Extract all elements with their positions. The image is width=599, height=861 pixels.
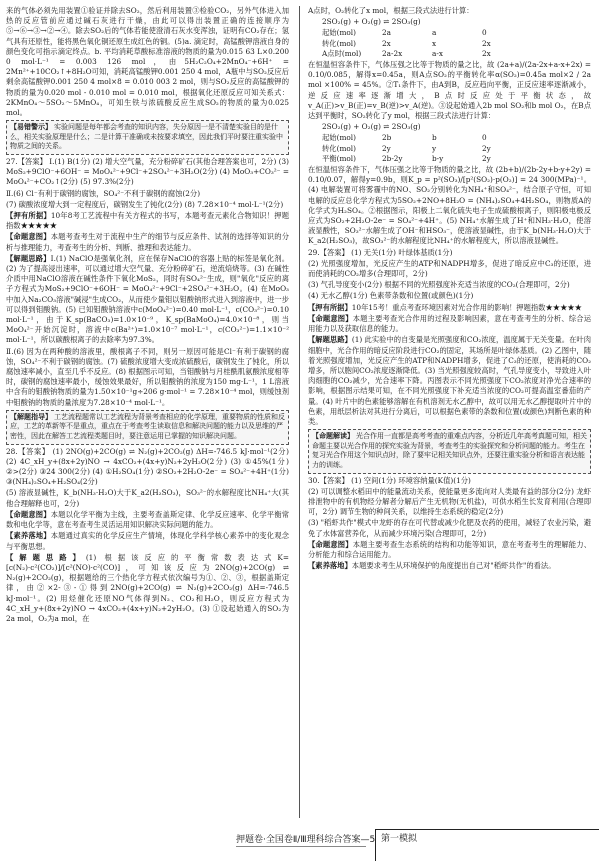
tip2-label: 【解题指导】 xyxy=(10,412,52,421)
recommend-label: 【押有所据】 xyxy=(6,211,51,221)
table2-cell: 2y xyxy=(382,143,391,153)
q30-core-label: 【素养落地】 xyxy=(308,561,352,571)
q28-answer-2: (5) 溶液显碱性，K_b(NH₃·H₂O)大于K_a2(H₂SO₃)，SO₃²⁻的水解程度比NH₄⁺大(其他合理解释也可，2分) xyxy=(6,488,289,508)
q29-item-3: (4) 无水乙醇(1分) 色素带条数和位置(或颜色)(1分) xyxy=(308,291,474,301)
analysis-text: Ⅰ.(1) NaClO是强氧化剂，应在保存NaClO的容器上贴的标签是氧化剂。(2) 为了提高浸出速率，可以通过增大空气量、充分粉碎矿石，逆流焙烧等。(3) 在碱性介质中用NaClO溶液在碱性条件下氧化MoS₂，同时有SO₄²⁻生成，则"氧化"反应的离子方程式为MoS₂+9ClO⁻+6OH⁻ = MoO₄²⁻+9Cl⁻+2SO₄²⁻+3H₂O。(4) 在MoO₃中加入Na₂CO₃溶液"碱浸"生成CO₂，从而使少量钼以钼酸钠形式进入到溶液中，进一步可以得到钼酸钠。(5) 已知钼酸钠溶液中c(MoO₄²⁻)=0.40 mol·L⁻¹，c(CO₃²⁻)=0.10 mol·L⁻¹，由于K_sp(BaCO₃)=1.0×10⁻⁹，K_sp(BaMoO₄)=4.0×10⁻⁸，则当MoO₄²⁻开始沉淀时，溶液中c(Ba²⁺)=1.0×10⁻⁷ mol·L⁻¹，c(CO₃²⁻)=1.1×10⁻² mol·L⁻¹，所以碳酸根离子的去除率为97.3%。 xyxy=(6,253,289,345)
q29-analysis-text: (1) 此实验中的自变量是光照强度和CO₂浓度，温度属于无关变量。在叶肉细胞中，光合作用的暗反应阶段进行CO₂的固定，其场所是叶绿体基质。(2) 乙图中，随着光照强度增加，光反应产生的ATP和NADPH增多，促进了C₃的还原，使消耗的CO₂增多，所以胞间CO₂浓度逐渐降低。(3) 当光照强度较高时，气孔导度变小，导致进入叶肉细胞的CO₂减少，光合速率下降。丙图表示不同光照强度下CO₂浓度对净光合速率的影响，根据图示结果可知，在不同光照强度下补充适当浓度的CO₂可提高温室番茄的产量。(4) 叶片中的色素能够溶解在有机溶剂无水乙醇中，故可以用无水乙醇提取叶片中的色素，用纸层析法对其进行分离后，可以根据色素带的条数和位置(或颜色)判断色素的种类。 xyxy=(308,335,591,426)
table1-cell: 起始(mol) xyxy=(322,28,356,38)
q26-continued-text: 来的气体必须先用装置①验证并除去SO₂，然后利用装置③检验CO₂，另外气体进入加热的反应管前应通过碱石灰进行干燥，由此可以得出装置正确的连接顺序为⑤→⑥→③→②→④。除去SO₂后的气体若能使澄清石灰水变浑浊，证明有CO₂存在；氢气具有还原性，能将黑色氧化铜还原生成红色的铜。(5)a. 滴定时，高锰酸钾溶液自身的颜色变化可指示滴定终点。b. 平均消耗草酸标准溶液的物质的量为0.015 63 L×0.200 0 mol·L⁻¹ = 0.003 126 mol，由5H₂C₂O₄+2MnO₄⁻+6H⁺ = 2Mn²⁺+10CO₂↑+8H₂O可知，消耗高锰酸钾0.001 250 4 mol，A瓶中与SO₂反应后剩余高锰酸钾0.001 250 4 mol×8 = 0.010 003 2 mol，则与SO₂反应的高锰酸钾的物质的量为0.020 mol - 0.010 mol = 0.010 mol，根据氧化还原反应可知关系式：2KMnO₄～5SO₂～5MnO₄，可知生铁与浓硫酸反应生成SO₂的物质的量为0.025 mol。 xyxy=(6,6,289,118)
tip2-text: 工艺流程题常以工艺流程为背景考查相应的化学原理，重要物质的性质和反应，工艺的革新等不是重点，重点在于考查考生读取信息和解决问题的能力以及思维的严密性，因此在解答工艺流程类题目时，要注意运用已掌握的知识解决问题。 xyxy=(10,412,285,441)
q28-intent-text: 本题以化学平衡为主线，主要考查盖斯定律、化学反应速率、化学平衡常数和电化学等，意在考查考生灵活运用知识解决实际问题的能力。 xyxy=(6,509,289,530)
q27-answer-2: Ⅱ.(6) Cl⁻有利于碳钢的腐蚀，SO₄²⁻不利于碳钢的腐蚀(2分) xyxy=(6,188,201,198)
q29-analysis xyxy=(308,335,591,427)
table1-cell: 2x xyxy=(482,38,491,48)
q28-answer: 28.【答案】 (1) 2NO(g)+2CO(g) ⇌ N₂(g)+2CO₂(g) ΔH=-746.5 kJ·mol⁻¹(2分) (2) 4C_xH_y+(8x+2y)NO → 4xCO₂+(4x+y)N₂+2yH₂O(2分) (3) ①45%(1分) ②>(2分) ③24 300(2分) (4) ①H₂SO₄(1分) ②SO₂+2H₂O-2e⁻ = SO₄²⁻+4H⁺(1分) ③(NH₄)₂SO₄+H₂SO₄(2分) xyxy=(6,446,289,487)
q29-recommend-text: 10年15考！重点考查环境因素对光合作用的影响！押题指数★★★★★ xyxy=(351,302,582,312)
left-column xyxy=(6,6,289,818)
q29-intent-text: 本题主要考查光合作用的过程及影响因素，意在考查考生的分析、综合运用能力以及获取信息的能力。 xyxy=(308,313,591,334)
recommend-text: 10年8考工艺流程中有关方程式的书写，本题考查元素化合物知识！押题指数★★★★★ xyxy=(6,211,289,231)
table2-cell: 2y xyxy=(482,143,491,153)
q30-item-2: (3) "稻虾共作"模式中龙虾的存在可代替或减少化肥及农药的使用，减轻了农业污染，避免了水体富营养化，从而减少环境污染(合理即可，2分) xyxy=(308,518,591,538)
intent-label: 【命题意图】 xyxy=(6,232,51,242)
table2-cell: 2b xyxy=(382,133,392,143)
table2-cell: 转化(mol) xyxy=(322,143,356,153)
q28-core-text: 本题通过真实的化学反应生产情境，体现化学科学核心素养中的变化观念与平衡思想。 xyxy=(6,531,289,551)
q29-core-label: 【命题解读】 xyxy=(312,432,354,441)
right-column xyxy=(308,6,591,818)
q29-analysis-label: 【解题思路】 xyxy=(308,335,352,345)
table1-cell: 2a-2x xyxy=(382,48,403,58)
table1-cell: 2a xyxy=(382,28,391,38)
table1-cell: A点时(mol) xyxy=(322,48,362,58)
q30-core xyxy=(308,561,591,571)
tip-text: 实验问题是每年都会考查的知识内容，失分原因一是不清楚实验目的是什么，相关实验原理是什么；二是计算干准确或未按要求填空，因此我们平时要注重实验中物质之间的关系。 xyxy=(10,123,283,151)
table2-cell: y xyxy=(432,143,437,153)
q27-answer-3: (7) 碳酸浓度增大到一定程度后，碳钢发生了钝化(2分) (8) 7.28×10⁻⁴ mol·L⁻¹(2分) xyxy=(6,199,284,209)
table1-cell: 2x xyxy=(382,38,391,48)
q29-recommend-label: 【押有所据】 xyxy=(308,302,352,312)
q28-analysis xyxy=(6,553,289,624)
table2-cell: 起始(mol) xyxy=(322,133,356,143)
q29-answer: 29.【答案】 (1) 无关(1分) 叶绿体基质(1分) xyxy=(308,247,453,257)
analysis-label: 【解题思路】 xyxy=(6,253,51,263)
table2-cell: 2b-2y xyxy=(382,153,403,163)
ice-table-1 xyxy=(322,28,591,59)
footer-rule xyxy=(236,846,366,847)
q29-item-1: (2) 光照强度增加，光反应产生的ATP和NADPH增多，促进了暗反应中C₃的还原，进而使消耗的CO₂增多(合理即可，2分) xyxy=(308,258,591,279)
footer-page-label: 第一模拟 xyxy=(375,829,599,861)
q28-core xyxy=(6,531,289,551)
equation-2: 2SO₂(g) + O₂(g) ⇌ 2SO₃(g) xyxy=(322,122,421,132)
tip-label: 【易错警示】 xyxy=(10,123,52,132)
table1-cell: a-x xyxy=(432,48,443,58)
table1-cell: x xyxy=(432,38,437,48)
q28-continued-intro: A点时，O₂转化了x mol，根据三段式法进行计算： xyxy=(308,6,474,15)
tip2-box xyxy=(6,410,289,445)
q29-intent-label: 【命题意图】 xyxy=(308,313,353,323)
q29-item-2: (3) 气孔导度变小(2分) 根据不同的光照强度补充适当浓度的CO₂(合理即可，2分) xyxy=(308,280,570,290)
q27-analysis xyxy=(6,254,289,346)
table2-cell: 2y xyxy=(482,153,491,163)
q27-intent xyxy=(6,232,289,252)
q30-core-text: 本题要求考生从环境保护的角度提出自己对"稻虾共作"的看法。 xyxy=(351,561,556,571)
q30-intent-text: 本题主要考查生态系统的结构和功能等知识，意在考查考生的理解能力、分析能力和综合运用能力。 xyxy=(308,539,591,559)
q30-item-1: (2) 可以调整水稻田中的能量流动关系，使能量更多流向对人类最有益的部分(2分) 龙虾排泄物中的有机物经分解者分解后产生无机物(无机盐)，可供水稻生长发育利用(合理即可，2分) 调节生物的种间关系，以维持生态系统的稳定(2分) xyxy=(308,486,591,517)
table1-cell: a xyxy=(432,28,437,38)
q29-recommend xyxy=(308,303,591,313)
column-divider xyxy=(299,6,300,818)
q28-analysis-label: 【解题思路】 xyxy=(6,552,86,562)
table2-cell: b-y xyxy=(432,153,444,163)
q27-analysis-2: Ⅱ.(6) 因为在两种酸的溶液里，酸根离子不同，则另一原因可能是Cl⁻有利于碳钢的腐蚀，SO₄²⁻不利于碳钢的腐蚀。(7) 硫酸浓度增大变成浓硫酸后，碳钢发生了钝化，所以腐蚀速率减小，直至几乎不反应。(8) 根据图示可知，当钼酸钠与月桂酰肌氨酸浓度相等时，碳钢的腐蚀速率最小，缓蚀效果最好，所以钼酸钠的浓度为150 mg·L⁻¹，1 L溶液中含有的钼酸钠物质的量为1.50×10⁻¹g÷206 g·mol⁻¹ = 7.28×10⁻⁴ mol，则缓蚀剂中钼酸钠的物质的量浓度为7.28×10⁻⁴ mol·L⁻¹。 xyxy=(6,346,289,407)
tip-box xyxy=(6,120,289,155)
calc-1: 在恒温恒容条件下，气体压强之比等于物质的量之比，故 (2a+a)/(2a-2x+a-x+2x) = 0.10/0.085，解得x=0.45a，则A点SO₂的平衡转化率α(SO₂)=0.45a mol×2 / 2a mol ×100% = 45%。②T₁条件下，由A到B，反应趋向平衡，正反应速率逐渐减小，逆反应速率逐渐增大，B点时反应处于平衡状态，故v_A(正)>v_B(正)=v_B(逆)>v_A(逆)。③设起始通入2b mol SO₂和b mol O₂，在B点达到平衡时，SO₂转化了y mol，根据三段式法进行计算： xyxy=(308,60,591,121)
table1-cell: 2x xyxy=(482,48,491,58)
q29-intent xyxy=(308,314,591,334)
table2-cell: 平衡(mol) xyxy=(322,153,356,163)
q30-intent xyxy=(308,540,591,560)
table2-cell: b xyxy=(432,133,437,143)
q28-core-label: 【素养落地】 xyxy=(6,531,51,541)
calc-2: 在恒温恒容条件下，气体压强之比等于物质的量之比，故 (2b+b)/(2b-2y+b-y+2y) = 0.10/0.07，解得y=0.9b，则K_p = p²(SO₃)/[p²(SO₂)·p(O₂)] = 24 300(MPa)⁻¹。(4) 电解装置可将雾霾中的NO、SO₂分别转化为NH₄⁺和SO₄²⁻，结合原子守恒，可知电解的反应总化学方程式为5SO₂+2NO+8H₂O = (NH₄)₂SO₄+4H₂SO₄，则物质A的化学式为H₂SO₄。②根据图示，阳极上二氧化硫失电子生成硫酸根离子，则阳极电极反应式为SO₂+2H₂O-2e⁻ = SO₄²⁻+4H⁺。(5) NH₄⁺水解生成了H⁺和NH₃·H₂O，使溶液显酸性，SO₃²⁻水解生成了OH⁻和HSO₃⁻，使溶液显碱性，由于K_b(NH₃·H₂O)大于K_a2(H₂SO₃)，故SO₃²⁻的水解程度比NH₄⁺的水解程度大，所以溶液显碱性。 xyxy=(308,165,591,246)
table1-cell: 转化(mol) xyxy=(322,38,356,48)
equation-1: 2SO₂(g) + O₂(g) ⇌ 2SO₃(g) xyxy=(322,17,421,27)
q27-answer-1: 27.【答案】 Ⅰ.(1) B(1分) (2) 增大空气量，充分粉碎矿石(其他合理答案也可，2分) (3) MoS₂+9ClO⁻+6OH⁻ = MoO₄²⁻+9Cl⁻+2SO₄²⁻+3H₂O(2分) (4) MoO₃+CO₃²⁻ = MoO₄²⁻+CO₂↑(2分) (5) 97.3%(2分) xyxy=(6,157,289,187)
footer-title: 押题卷·全国卷Ⅱ/Ⅲ理科综合答案—5 xyxy=(236,835,376,845)
q29-core-text: 光合作用一直都是高考考查的重难点内容，分析近几年高考真题可知，相关命题主要以光合作用的探究实验为背景，考查考生的实验探究和分析问题的能力。考生在复习光合作用这个知识点时，除了要牢记相关知识点外，还要注重实验分析和语言表达能力的训练。 xyxy=(312,432,587,469)
q29-core-box xyxy=(308,429,591,473)
table1-cell: 0 xyxy=(482,28,487,38)
q30-intent-label: 【命题意图】 xyxy=(308,539,353,549)
q28-intent xyxy=(6,510,289,530)
table2-cell: 0 xyxy=(482,133,487,143)
intent-text: 本题考查考生对于流程中生产的细节与反应条件、试剂的选择等知识的分析与推理能力，考查考生的分析、判断、推理和表达能力。 xyxy=(6,232,289,252)
ice-table-2 xyxy=(322,133,591,164)
q28-analysis-text: (1) 根据该反应的平衡常数表达式K=[c(N₂)·c²(CO₂)]/[c²(NO)·c²(CO)]，可知该反应为2NO(g)+2CO(g) ⇌ N₂(g)+2CO₂(g)，根据题给的三个热化学方程式依次编号为①、②、③，根据盖斯定律，由②×2-③-①得到2NO(g)+2CO(g) ⇌ N₂(g)+2CO₂(g) ΔH=-746.5 kJ·mol⁻¹。(2) 用烃催化还原NO气体得到N₂、CO₂和H₂O，则反应方程式为4C_xH_y+(8x+2y)NO → 4xCO₂+(4x+y)N₂+2yH₂O。(3) ①设起始通入的SO₂为2a mol，O₂为a mol，在 xyxy=(6,552,289,623)
q30-answer: 30.【答案】 (1) 空间(1分) 环境容纳量(K值)(1分) xyxy=(308,475,471,485)
page-footer xyxy=(0,826,599,850)
q28-intent-label: 【命题意图】 xyxy=(6,509,51,519)
q27-recommend xyxy=(6,211,289,231)
